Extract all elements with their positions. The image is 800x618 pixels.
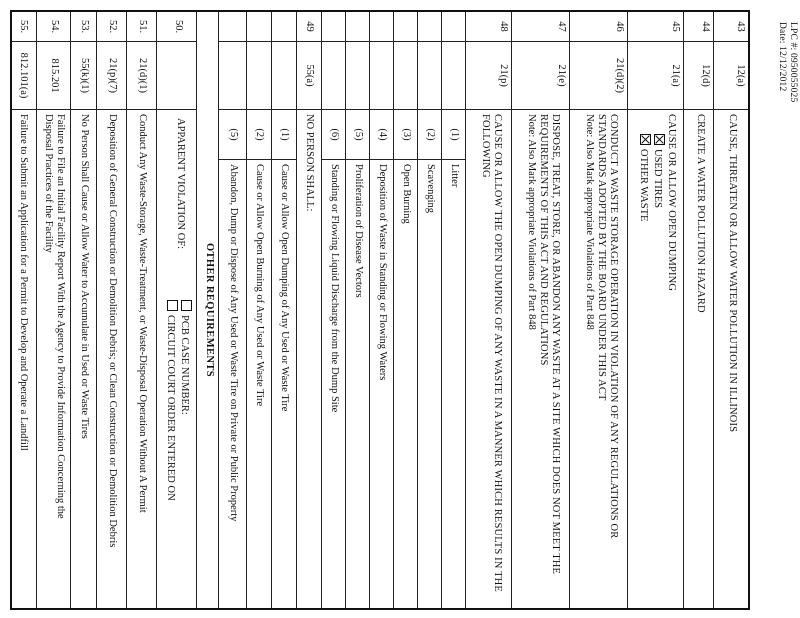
subsection-code: (4) xyxy=(370,110,393,160)
section-code: 21(a) xyxy=(628,42,683,110)
row-number-empty xyxy=(346,12,369,42)
table-row xyxy=(713,12,748,608)
violation-description: NO PERSON SHALL: xyxy=(304,114,315,212)
violation-description: Cause or Allow Open Burning of Any Used or Waste Tire xyxy=(254,164,265,407)
table-row xyxy=(345,12,369,608)
section-code-empty xyxy=(247,42,271,110)
other-waste-checkbox[interactable] xyxy=(640,134,651,145)
violation-description: Conduct Any Waste-Storage, Waste-Treatment, or Waste-Disposal Operation Without A Permit xyxy=(137,114,148,513)
inspection-date: Date: 12/12/2012 xyxy=(777,22,787,92)
violation-description: Scavenging xyxy=(425,164,436,213)
lpc-number: LPC #: 0950055025 xyxy=(788,22,798,103)
section-code: 812.101(a) xyxy=(10,42,36,110)
violation-description: Deposition of General Construction or Demolition Debris; or Clean Construction or Demolition Debris xyxy=(107,114,118,548)
pcb-case-checkbox[interactable] xyxy=(181,300,192,311)
section-code-empty xyxy=(272,42,296,110)
violation-description xyxy=(628,110,683,608)
section-code: 12(d) xyxy=(684,42,713,110)
violation-description: No Person Shall Cause or Allow Water to Accumulate in Used or Waste Tires xyxy=(79,114,90,439)
violation-description: Proliferation of Disease Vectors xyxy=(353,164,364,298)
table-row xyxy=(218,12,246,608)
other-waste-option[interactable] xyxy=(637,114,651,604)
section-code-empty xyxy=(346,42,369,110)
description-line: CAUSE OR ALLOW THE OPEN DUMPING OF ANY WASTE IN A MANNER WHICH RESULTS IN THE xyxy=(492,114,503,592)
description-line: CAUSE, THREATEN OR ALLOW WATER POLLUTION IN ILLINOIS xyxy=(727,114,738,433)
pcb-case-label: PCB CASE NUMBER: xyxy=(179,315,190,415)
row-number: 52. xyxy=(97,12,126,42)
subsection-code: (5) xyxy=(346,110,369,160)
table-row xyxy=(321,12,345,608)
subsection-code: (1) xyxy=(272,110,296,160)
violation-description xyxy=(512,110,569,608)
violation-description xyxy=(570,110,627,608)
description-line: Failure to File an Initial Facility Report With the Agency to Provide Information Concerning the xyxy=(55,114,66,519)
section-code: 21(e) xyxy=(512,42,569,110)
row-number-empty xyxy=(394,12,417,42)
table-row xyxy=(393,12,417,608)
row-number: 46 xyxy=(570,12,627,42)
used-tires-label: USED TIRES xyxy=(652,149,663,209)
other-requirements-title: OTHER REQUIREMENTS xyxy=(204,242,215,378)
description-note: Note: Also Mark appropriate Violations of Part 848 xyxy=(584,114,595,330)
section-code-empty xyxy=(394,42,417,110)
section-title-row xyxy=(196,12,218,608)
table-row xyxy=(10,12,36,608)
row-number-empty xyxy=(370,12,393,42)
row-number-empty xyxy=(418,12,441,42)
subsection-code: (2) xyxy=(418,110,441,160)
row-number-empty xyxy=(247,12,271,42)
description-line: CREATE A WATER POLLUTION HAZARD xyxy=(695,114,706,313)
table-row xyxy=(36,12,70,608)
violation-description xyxy=(37,110,70,608)
description-line: CONDUCT A WASTE STORAGE OPERATION IN VIOLATION OF ANY REGULATIONS OR xyxy=(608,114,619,539)
violations-table xyxy=(10,10,750,610)
table-row xyxy=(96,12,126,608)
table-row xyxy=(70,12,96,608)
section-code-empty xyxy=(442,42,465,110)
row-number: 43 xyxy=(714,12,748,42)
section-code-empty xyxy=(322,42,345,110)
court-order-label: CIRCUIT COURT ORDER ENTERED ON xyxy=(165,315,176,501)
violation-description: Standing or Flowing Liquid Discharge from the Dump Site xyxy=(329,164,340,413)
violation-description xyxy=(714,110,748,608)
section-code: 21(p)(7) xyxy=(97,42,126,110)
subsection-code: (6) xyxy=(322,110,345,160)
table-row xyxy=(296,12,321,608)
row-number-empty xyxy=(219,12,246,42)
violation-description: Open Burning xyxy=(401,164,412,224)
court-order-checkbox[interactable] xyxy=(167,300,178,311)
row-number: 44 xyxy=(684,12,713,42)
subsection-code: (3) xyxy=(394,110,417,160)
subsection-code: (1) xyxy=(442,110,465,160)
section-code: 55(a) xyxy=(297,42,321,110)
row-number: 48 xyxy=(466,12,511,42)
table-row xyxy=(627,12,683,608)
section-code-empty xyxy=(157,42,196,110)
row-number-empty xyxy=(442,12,465,42)
row-number: 53. xyxy=(71,12,96,42)
table-row xyxy=(126,12,156,608)
section-code-empty xyxy=(219,42,246,110)
description-line: CAUSE OR ALLOW OPEN DUMPING xyxy=(666,114,677,292)
row-number: 54. xyxy=(37,12,70,42)
section-code: 21(d)(2) xyxy=(570,42,627,110)
description-line: FOLLOWING xyxy=(480,114,491,178)
table-row xyxy=(369,12,393,608)
description-line: Disposal Practices of the Facility xyxy=(43,114,54,253)
violation-description: Deposition of Waste in Standing or Flowing Waters xyxy=(377,164,388,381)
used-tires-option[interactable] xyxy=(651,114,665,604)
section-code: 21(p) xyxy=(466,42,511,110)
section-code: 815.201 xyxy=(37,42,70,110)
used-tires-checkbox[interactable] xyxy=(654,134,665,145)
pcb-case-option[interactable] xyxy=(178,300,192,415)
table-row xyxy=(246,12,271,608)
description-line: DISPOSE, TREAT, STORE, OR ABANDON ANY WASTE AT A SITE WHICH DOES NOT MEET THE xyxy=(550,114,561,575)
apparent-violation-label: APPARENT VIOLATION OF: xyxy=(175,118,186,250)
subsection-code: (5) xyxy=(219,110,246,160)
violation-description xyxy=(684,110,713,608)
table-row xyxy=(683,12,713,608)
table-row xyxy=(271,12,296,608)
table-row xyxy=(441,12,465,608)
row-number: 55. xyxy=(10,12,36,42)
violation-description xyxy=(157,110,196,608)
row-number: 47 xyxy=(512,12,569,42)
row-number: 45 xyxy=(628,12,683,42)
table-row xyxy=(511,12,569,608)
violation-description: Cause or Allow Open Dumping of Any Used or Waste Tire xyxy=(279,164,290,412)
table-row xyxy=(465,12,511,608)
row-number-empty xyxy=(322,12,345,42)
violation-description: Litter xyxy=(449,164,460,188)
violation-description xyxy=(466,110,511,608)
section-code-empty xyxy=(418,42,441,110)
description-line: STANDARDS ADOPTED BY THE BOARD UNDER THIS ACT xyxy=(596,114,607,401)
rotated-document xyxy=(0,10,800,610)
row-number: 49 xyxy=(297,12,321,42)
row-number-empty xyxy=(272,12,296,42)
violation-description: Abandon, Dump or Dispose of Any Used or Waste Tire on Private or Public Property xyxy=(228,164,239,522)
violation-description: Failure to Submit an Application for a Permit to Develop and Operate a Landfill xyxy=(18,114,29,451)
other-waste-label: OTHER WASTE xyxy=(638,149,649,222)
table-row xyxy=(569,12,627,608)
description-note: Note: Also Mark appropriate Violations of Part 848 xyxy=(526,114,537,330)
section-code: 21(d)(1) xyxy=(127,42,156,110)
table-row xyxy=(156,12,196,608)
section-code-empty xyxy=(370,42,393,110)
section-code: 12(a) xyxy=(714,42,748,110)
table-row xyxy=(417,12,441,608)
description-line: REQUIREMENTS OF THIS ACT AND REGULATIONS xyxy=(538,114,549,366)
row-number: 51. xyxy=(127,12,156,42)
section-code: 55(k)(1) xyxy=(71,42,96,110)
court-order-option[interactable] xyxy=(164,300,178,501)
row-number: 50. xyxy=(157,12,196,42)
subsection-code: (2) xyxy=(247,110,271,160)
